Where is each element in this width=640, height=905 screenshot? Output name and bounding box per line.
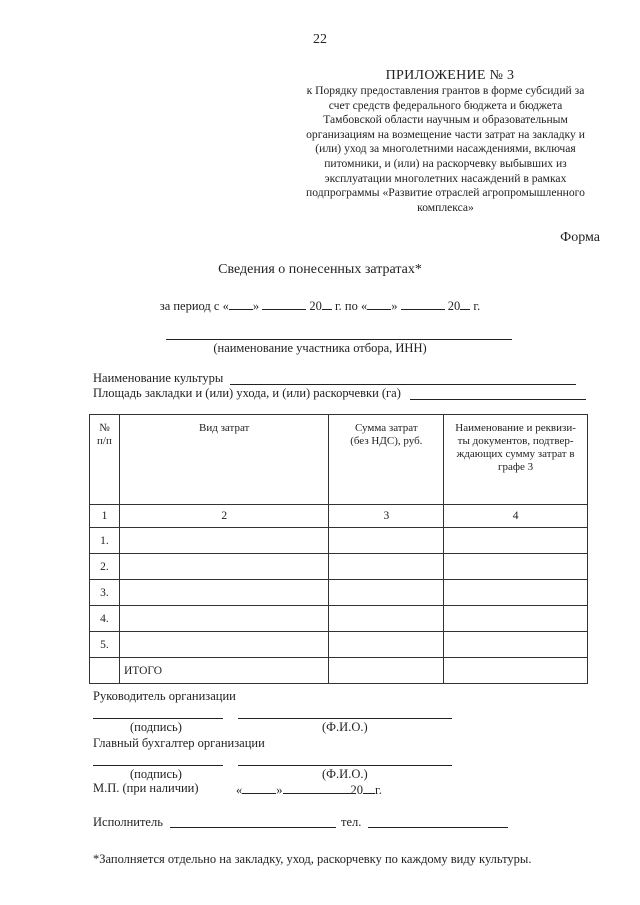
document-title: Сведения о понесенных затратах*: [218, 262, 422, 277]
footnote: *Заполняется отдельно на закладку, уход, раскорчевку по каждому виду культуры.: [93, 852, 532, 866]
accountant-name-field[interactable]: [238, 765, 452, 766]
phone-label: тел.: [341, 815, 362, 829]
column-number: 3: [329, 505, 444, 528]
documents-cell[interactable]: [444, 606, 588, 632]
phone-field[interactable]: [368, 827, 508, 828]
period-to-year-field[interactable]: [460, 297, 470, 310]
accountant-label: Главный бухгалтер организации: [93, 736, 265, 750]
participant-caption: (наименование участника отбора, ИНН): [213, 341, 427, 355]
signature-caption: (подпись): [130, 767, 182, 781]
executor-field[interactable]: [170, 827, 336, 828]
sign-month-field[interactable]: [283, 781, 351, 794]
expense-type-cell[interactable]: [119, 528, 329, 554]
amount-cell[interactable]: [329, 580, 444, 606]
appendix-line: счет средств федерального бюджета и бюджета: [328, 98, 563, 112]
column-number: 4: [444, 505, 588, 528]
appendix-line: к Порядку предоставления грантов в форме субсидий за: [306, 84, 585, 97]
period-to-month-field[interactable]: [401, 297, 445, 310]
header-expense-type: Вид затрат: [119, 415, 329, 505]
table-row: [90, 632, 588, 658]
sign-day-field[interactable]: [242, 781, 276, 794]
appendix-line: организациям на возмещение части затрат на закладку и: [306, 127, 585, 141]
row-number: 5.: [90, 632, 120, 658]
expenses-table: [89, 414, 588, 684]
table-row: [90, 528, 588, 554]
column-number: 1: [90, 505, 120, 528]
head-signature-field[interactable]: [93, 718, 223, 719]
participant-field[interactable]: [166, 339, 512, 340]
documents-cell[interactable]: [444, 632, 588, 658]
total-number-cell: [90, 658, 120, 684]
period-from-month-field[interactable]: [262, 297, 306, 310]
table-row: [90, 606, 588, 632]
appendix-line: (или) уход за многолетними насаждениями, включая: [315, 142, 576, 156]
table-header-row: [90, 415, 588, 505]
form-label: Форма: [560, 230, 600, 245]
date-year-suffix: г.: [375, 783, 382, 797]
expense-type-cell[interactable]: [119, 554, 329, 580]
sign-year-field[interactable]: [363, 781, 375, 794]
period-quote: »: [391, 299, 398, 313]
period-from-text: за период с «: [159, 299, 229, 313]
appendix-line: эксплуатации многолетних насаждений в рамках: [324, 171, 567, 185]
appendix-line: Тамбовской области научным и образовательным: [323, 113, 568, 127]
row-number: 3.: [90, 580, 120, 606]
stamp-label: М.П. (при наличии): [93, 781, 199, 795]
area-label: Площадь закладки и (или) ухода, и (или) раскорчевки (га): [93, 386, 401, 400]
appendix-line: подпрограммы «Развитие отраслей агропромышленного: [306, 186, 585, 200]
table-row: [90, 580, 588, 606]
total-documents-cell[interactable]: [444, 658, 588, 684]
date-quote: »: [276, 783, 283, 797]
page-number: 22: [313, 32, 327, 47]
amount-cell[interactable]: [329, 528, 444, 554]
period-quote: »: [252, 299, 260, 313]
column-number: 2: [119, 505, 329, 528]
row-number: 4.: [90, 606, 120, 632]
total-label: ИТОГО: [119, 658, 329, 684]
name-caption: (Ф.И.О.): [322, 720, 368, 734]
date-year-prefix: 20: [350, 783, 363, 797]
head-name-field[interactable]: [238, 718, 452, 719]
period-from-day-field[interactable]: [229, 297, 253, 310]
documents-cell[interactable]: [444, 554, 588, 580]
header-amount: Сумма затрат (без НДС), руб.: [329, 415, 444, 505]
expense-type-cell[interactable]: [119, 632, 329, 658]
expense-type-cell[interactable]: [119, 606, 329, 632]
amount-cell[interactable]: [329, 554, 444, 580]
header-number: № п/п: [90, 415, 120, 505]
executor-label: Исполнитель: [93, 815, 163, 829]
header-documents: Наименование и реквизи- ты документов, подтвер- ждающих сумму затрат в графе 3: [444, 415, 588, 505]
date-quote: «: [236, 783, 243, 797]
appendix-line: питомники, и (или) на раскорчевку выбывших из: [324, 156, 567, 170]
total-amount-cell[interactable]: [329, 658, 444, 684]
appendix-title: ПРИЛОЖЕНИЕ № 3: [385, 68, 515, 83]
documents-cell[interactable]: [444, 528, 588, 554]
period-year-prefix: 20: [309, 299, 322, 313]
period-end-text: г.: [473, 299, 481, 313]
area-field[interactable]: [410, 399, 586, 400]
accountant-signature-field[interactable]: [93, 765, 223, 766]
period-to-text: г. по «: [334, 299, 368, 313]
signature-caption: (подпись): [130, 720, 182, 734]
table-row: [90, 554, 588, 580]
row-number: 1.: [90, 528, 120, 554]
period-year-prefix: 20: [447, 299, 461, 313]
row-number: 2.: [90, 554, 120, 580]
head-label: Руководитель организации: [93, 689, 236, 703]
column-numbers-row: [90, 505, 588, 528]
culture-field[interactable]: [230, 384, 576, 385]
sign-date: [236, 781, 382, 798]
amount-cell[interactable]: [329, 606, 444, 632]
amount-cell[interactable]: [329, 632, 444, 658]
expense-type-cell[interactable]: [119, 580, 329, 606]
period-line: [0, 297, 640, 314]
culture-label: Наименование культуры: [93, 371, 224, 385]
appendix-description: [288, 84, 603, 215]
name-caption: (Ф.И.О.): [322, 767, 368, 781]
period-to-day-field[interactable]: [367, 297, 391, 310]
period-from-year-field[interactable]: [322, 297, 332, 310]
appendix-line: комплекса»: [417, 200, 474, 214]
documents-cell[interactable]: [444, 580, 588, 606]
total-row: [90, 658, 588, 684]
